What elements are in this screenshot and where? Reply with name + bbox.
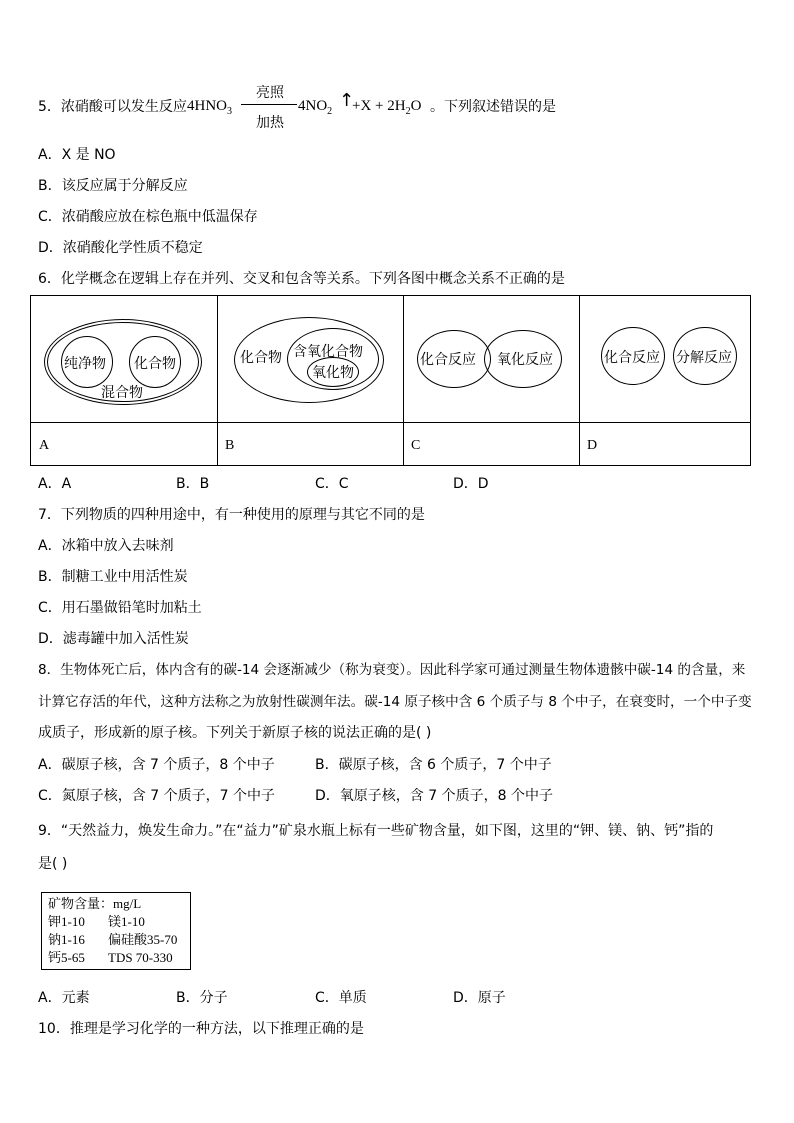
- cell-label-d: D: [587, 438, 598, 453]
- mineral-row: 钾1-10 镁1-10: [48, 914, 145, 929]
- q5-product2: $+X + 2H_2O$: [352, 98, 422, 117]
- q6-option-a: A．A: [38, 476, 72, 492]
- diagram-a-compound-label: 化合物: [134, 356, 176, 372]
- q5-option-c: C．浓硝酸应放在棕色瓶中低温保存: [38, 209, 258, 225]
- q5-product1: $4NO_2$: [298, 98, 333, 117]
- q7-option-c: C．用石墨做铅笔时加粘土: [38, 600, 202, 616]
- q6-option-c: C．C: [315, 476, 349, 492]
- cell-label-c: C: [411, 438, 421, 453]
- q5-reactant: $4HNO_3$: [187, 98, 232, 117]
- diagram-c-oxidation-label: 氧化反应: [497, 352, 553, 368]
- q5-gas-arrow: ↑: [339, 90, 355, 111]
- diagram-b-oxygen-compound-label: 含氧化合物: [293, 344, 363, 360]
- q5-option-d: D．浓硝酸化学性质不稳定: [38, 240, 203, 256]
- diagram-b-oxide-label: 氧化物: [312, 365, 354, 381]
- q9-option-b: B．分子: [176, 990, 228, 1006]
- q6-option-b: B．B: [176, 476, 210, 492]
- q9-option-c: C．单质: [315, 990, 367, 1006]
- q5-equation-bar: [241, 104, 297, 105]
- q7-option-b: B．制糖工业中用活性炭: [38, 569, 188, 585]
- q9-option-d: D．原子: [453, 990, 506, 1006]
- mineral-box-title: 矿物含量：mg/L: [48, 896, 142, 911]
- diagram-a-mixture-label: 混合物: [101, 385, 143, 401]
- diagram-c-combination-label: 化合反应: [420, 352, 476, 368]
- q6-option-d: D．D: [453, 476, 489, 492]
- q7-option-a: A．冰箱中放入去味剂: [38, 538, 174, 554]
- diagram-a-pure-label: 纯净物: [64, 356, 106, 372]
- q5-condition-top: 亮照: [256, 85, 284, 101]
- q8-option-a: A．碳原子核，含 7 个质子，8 个中子: [38, 757, 275, 773]
- q5-option-b: B．该反应属于分解反应: [38, 178, 188, 194]
- q5-prefix: 5．浓硝酸可以发生反应: [38, 99, 187, 115]
- q9-stem-line2: 是( ): [38, 856, 68, 872]
- q9-stem-line1: 9．“天然益力，焕发生命力。”在“益力”矿泉水瓶上标有一些矿物含量，如下图，这里的“钾、镁、钠、钙”指的: [38, 823, 714, 839]
- table-divider: [31, 422, 750, 423]
- q6-diagram-table: [30, 295, 751, 466]
- diagram-d-combination-label: 化合反应: [604, 350, 660, 366]
- q5-condition-bottom: 加热: [256, 115, 284, 131]
- mineral-content-box: [41, 892, 191, 970]
- q8-option-b: B．碳原子核，含 6 个质子，7 个中子: [315, 757, 552, 773]
- q8-stem-line3: 成质子，形成新的原子核。下列关于新原子核的说法正确的是( ): [38, 725, 432, 741]
- diagram-b-compound-label: 化合物: [240, 350, 282, 366]
- mineral-row: 钙5-65 TDS 70-330: [48, 950, 173, 965]
- q8-stem-line2: 计算它存活的年代，这种方法称之为放射性碳测年法。碳-14 原子核中含 6 个质子与 8 个中子，在衰变时，一个中子变: [38, 694, 752, 710]
- q8-option-c: C．氮原子核，含 7 个质子，7 个中子: [38, 788, 275, 804]
- cell-label-b: B: [225, 438, 235, 453]
- q7-option-d: D．滤毒罐中加入活性炭: [38, 631, 189, 647]
- q8-option-d: D．氧原子核，含 7 个质子，8 个中子: [315, 788, 553, 804]
- diagram-d-decomposition-label: 分解反应: [676, 350, 732, 366]
- q10-stem: 10．推理是学习化学的一种方法，以下推理正确的是: [38, 1021, 364, 1037]
- table-divider: [217, 296, 218, 465]
- q9-option-a: A．元素: [38, 990, 90, 1006]
- q5-option-a: A．X 是 NO: [38, 147, 116, 163]
- q7-stem: 7．下列物质的四种用途中，有一种使用的原理与其它不同的是: [38, 507, 425, 523]
- mineral-row: 钠1-16 偏硅酸35-70: [48, 932, 178, 947]
- table-divider: [403, 296, 404, 465]
- q6-stem: 6．化学概念在逻辑上存在并列、交叉和包含等关系。下列各图中概念关系不正确的是: [38, 271, 565, 287]
- cell-label-a: A: [39, 438, 50, 453]
- q8-stem-line1: 8．生物体死亡后，体内含有的碳-14 会逐渐减少（称为衰变）。因此科学家可通过测量生物体遗骸中碳-14 的含量，来: [38, 662, 746, 678]
- q5-suffix: 。下列叙述错误的是: [430, 99, 556, 115]
- table-divider: [579, 296, 580, 465]
